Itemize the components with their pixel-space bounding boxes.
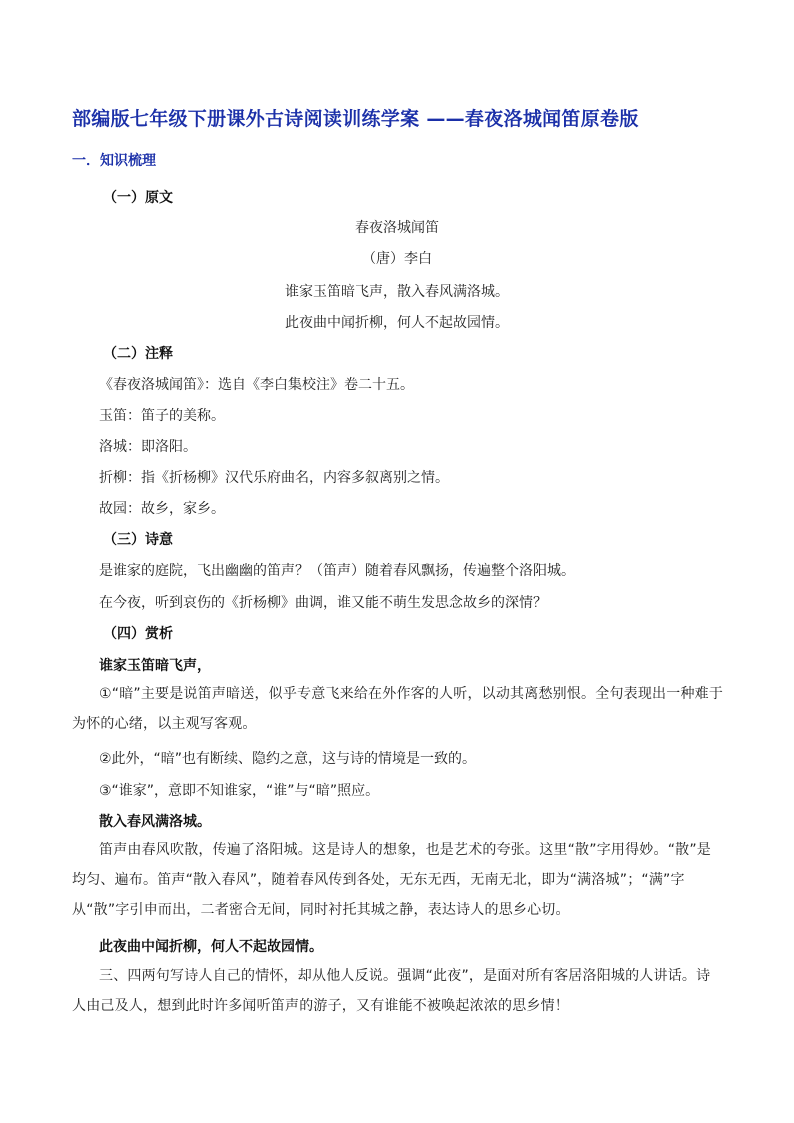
- subheading-notes: （二）注释: [103, 346, 173, 362]
- section-heading-knowledge: 一．知识梳理: [72, 153, 156, 169]
- appreciation-head-1: 谁家玉笛暗飞声，: [99, 658, 211, 674]
- subheading-original-text: （一）原文: [103, 190, 173, 206]
- appreciation-paragraph: 笛声由春风吹散，传遍了洛阳城。这是诗人的想象，也是艺术的夸张。这里“散”字用得妙。“散”是均匀、遍布。笛声“散入春风”，随着春风传到各处，无东无西，无南无北，即为“满洛城”；“满”字从“散”字引申而出，二者密合无间，同时衬托其城之静，表达诗人的思乡心切。: [72, 842, 712, 918]
- appreciation-paragraph: 三、四两句写诗人自己的情怀，却从他人反说。强调“此夜”，是面对所有客居洛阳城的人讲话。诗人由己及人，想到此时许多闻听笛声的游子，又有谁能不被唤起浓浓的思乡情！: [72, 968, 711, 1014]
- note-item: 《春夜洛城闻笛》：选自《李白集校注》卷二十五。: [99, 377, 414, 393]
- poem-author: （唐）李白: [362, 251, 432, 267]
- poem-title: 春夜洛城闻笛: [355, 220, 439, 236]
- poem-line-2: 此夜曲中闻折柳，何人不起故园情。: [285, 315, 509, 331]
- subheading-meaning: （三）诗意: [103, 532, 173, 548]
- note-item: 故园：故乡，家乡。: [99, 501, 225, 517]
- meaning-line: 在今夜，听到哀伤的《折杨柳》曲调，谁又能不萌生发思念故乡的深情？: [99, 595, 547, 611]
- meaning-line: 是谁家的庭院，飞出幽幽的笛声？（笛声）随着春风飘扬，传遍整个洛阳城。: [99, 563, 575, 579]
- appreciation-head-3: 此夜曲中闻折柳，何人不起故园情。: [99, 939, 323, 955]
- document-title: 部编版七年级下册课外古诗阅读训练学案 ——春夜洛城闻笛原卷版: [72, 108, 639, 130]
- appreciation-paragraph: ③“谁家”，意即不知谁家，“谁”与“暗”照应。: [99, 783, 380, 799]
- appreciation-paragraph: ①“暗”主要是说笛声暗送，似乎专意飞来给在外作客的人听，以动其离愁别恨。全句表现出一种难于为怀的心绪，以主观写客观。: [72, 686, 724, 732]
- appreciation-paragraph: ②此外，“暗”也有断续、隐约之意，这与诗的情境是一致的。: [99, 751, 477, 767]
- note-item: 洛城：即洛阳。: [99, 439, 197, 455]
- subheading-appreciation: （四）赏析: [103, 626, 173, 642]
- note-item: 折柳：指《折杨柳》汉代乐府曲名，内容多叙离别之情。: [99, 470, 449, 486]
- poem-line-1: 谁家玉笛暗飞声，散入春风满洛城。: [285, 284, 509, 300]
- note-item: 玉笛：笛子的美称。: [99, 408, 225, 424]
- appreciation-head-2: 散入春风满洛城。: [99, 814, 211, 830]
